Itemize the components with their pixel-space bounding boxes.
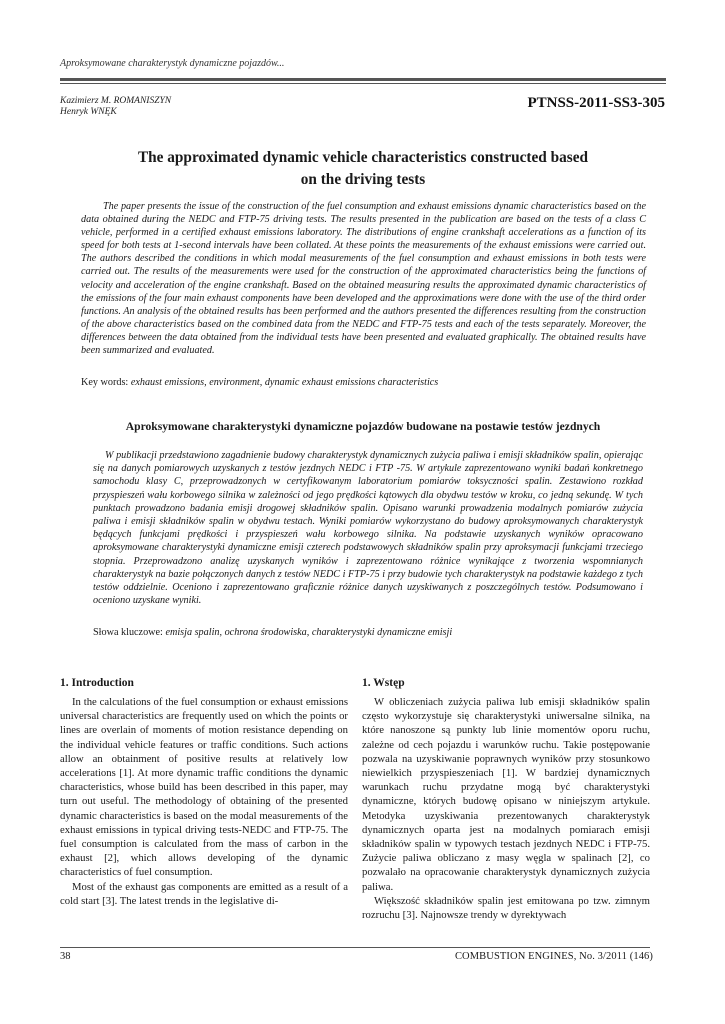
keywords-values: exhaust emissions, environment, dynamic exhaust emissions characteristics (130, 377, 439, 388)
journal-name: COMBUSTION ENGINES, No. 3/2011 (146) (454, 951, 653, 962)
body-paragraph: W obliczeniach zużycia paliwa lub emisji składników spalin często wykorzystuje się charakterystyki uniwersalne silnika, na które nanoszone są punkty lub linie momentów oporu ruchu, zależne od cech pojazdu i warunków ruchu. Takie postępowanie pozwala na uzyskiwanie poprawnych wyników przy stosunkowo niewielkich przyspieszeniach [1]. W bardziej dynamicznych warunkach ruchu przydatne mogą być charakterystyki dynamiczne, których budowę opisano w niniejszym artykule. Metodyka uzyskiwania prezentowanych charakterystyk dynamicznych oparta jest na modalnych pomiarach emisji składników spalin w typowych testach jezdnych NEDC i FTP-75. Zużycie paliwa obliczano z masy węgla w spalinach [2], co pozwalało na opracowanie charakterystyk dynamicznych zużycia paliwa. (362, 696, 650, 893)
article-title (90, 147, 636, 191)
section-heading: 1. Wstęp (362, 677, 405, 689)
keywords-values: emisja spalin, ochrona środowiska, charakterystyki dynamiczne emisji (165, 627, 453, 638)
keywords-label: Key words: (81, 377, 129, 388)
keywords-english (81, 376, 646, 389)
author-name: Kazimierz M. ROMANISZYN (60, 96, 172, 106)
page-number: 38 (60, 951, 71, 962)
body-paragraph: Most of the exhaust gas components are emitted as a result of a cold start [3]. The latest trends in the legislative di- (60, 880, 348, 907)
body-paragraph: In the calculations of the fuel consumption or exhaust emissions universal characteristics are frequently used on which the points or lines are overlain of moments of motion resistance depending on the individual vehicle features or traffic conditions. Such actions allow an obtainment of positive results at relatively low accelerations [1]. At more dynamic traffic conditions the dynamic characteristics, whose build has been described in this paper, may turn out useful. The methodology of obtaining of the presented dynamic characteristics is based on the modal measurements of the exhaust emissions in typical driving tests-NEDC and FTP-75. The fuel consumption is calculated from the mass of carbon in the exhaust [2], which allows developing of the dynamic characteristics of fuel consumption. (60, 696, 348, 879)
polish-title: Aproksymowane charakterystyki dynamiczne pojazdów budowane na postawie testów jezdnych (125, 420, 601, 433)
header-rule-thick (60, 78, 666, 81)
paper-code: PTNSS-2011-SS3-305 (527, 95, 665, 111)
running-title: Aproksymowane charakterystyk dynamiczne pojazdów... (60, 58, 285, 69)
article-title-line: on the driving tests (300, 171, 426, 188)
abstract-english: The paper presents the issue of the construction of the fuel consumption and exhaust emissions dynamic characteristics based on the data obtained during the NEDC and FTP-75 driving tests. The results presented in the publication are based on the tests of a class C vehicle, performed in a certified exhaust emissions laboratory. The distributions of engine crankshaft accelerations as a function of its speed for both tests at 1-second intervals have been collated. At these points the measurements of the exhaust emissions were carried out. The authors described the conditions in which modal measurements of the fuel consumption and exhaust emissions in both tests were carried out. The results of the measurements were used for the construction of the approximated characteristics being the functions of velocity and acceleration of the engine crankshaft. Based on the obtained measuring results the approximated dynamic characteristics of the emissions of the four main exhaust components have been developed and the approximations were done with the use of the third order functions. An analysis of the obtained results has been performed and the authors presented the differences resulting from the construction of the above characteristics based on the combined data from the NEDC and FTP-75 tests and each of the tests separately. Moreover, the differences between the data obtained from the individual tests have been presented and evaluated graphically. The obtained results have been summarized and evaluated. (81, 201, 646, 357)
body-paragraph: Większość składników spalin jest emitowana po tzw. zimnym rozruchu [3]. Najnowsze trendy w dyrektywach (362, 894, 650, 922)
column-english (60, 676, 348, 908)
section-heading: 1. Introduction (60, 677, 134, 689)
abstract-polish: W publikacji przedstawiono zagadnienie budowy charakterystyk dynamicznych zużycia paliwa i emisji składników spalin, opierając się na danych pomiarowych uzyskanych z testów jezdnych NEDC i FTP -75. W artykule zaprezentowano wyniki badań konkretnego samochodu klasy C, przeprowadzonych w certyfikowanym laboratorium pomiarów toksyczności spalin. Zestawiono rozkład przyspieszeń wału korbowego silnika w zależności od jego prędkości kątowych dla obydwu testów w kroku, co jedną sekundę. W tych punktach prowadzono badania emisji drogowej składników spalin. Opisano warunki prowadzenia modalnych pomiarów zużycia paliwa i emisji składników spalin w obydwu testach. Wyniki pomiarów wykorzystano do budowy aproksymowanych charakterystyk będących funkcjami prędkości i przyspieszeń wału korbowego silnika. Na podstawie uzyskanych wyników opracowano aproksymowane charakterystyki dynamiczne emisji czterech podstawowych składników spalin przy aproksymacji funkcjami trzeciego stopnia. Przeprowadzono analizę uzyskanych wyników i zaprezentowano różnice wynikające z tworzenia wspomnianych charakterystyk na bazie połączonych danych z testów NEDC i FTP-75 i przy budowie tych charakterystyk na podstawie każdego z tych testów oddzielnie. Oceniono i zaprezentowano graficznie różnice danych uzyskiwanych z poszczególnych testów. Podsumowano i oceniono uzyskane wyniki. (93, 450, 643, 607)
author-list (60, 96, 171, 118)
footer-rule (60, 947, 650, 948)
keywords-polish (93, 626, 643, 639)
keywords-label: Słowa kluczowe: (93, 627, 163, 638)
column-polish (362, 676, 650, 922)
author-name: Henryk WNĘK (60, 107, 117, 117)
article-title-line: The approximated dynamic vehicle characteristics constructed based (137, 149, 589, 166)
header-rule-thin (60, 83, 666, 84)
